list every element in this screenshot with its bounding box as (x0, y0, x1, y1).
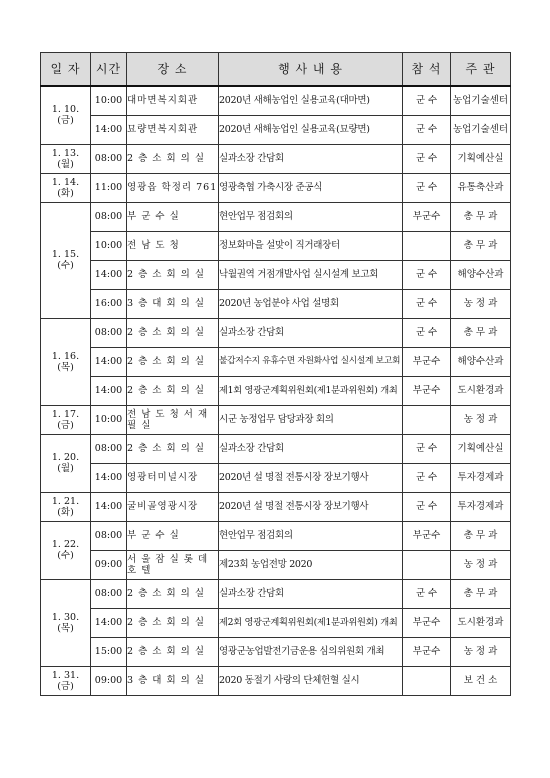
schedule-table (40, 52, 511, 696)
place-cell: 묘량면복지회관 (127, 115, 219, 144)
date-cell (41, 318, 91, 405)
event-cell: 시군 농정업무 담당과장 회의 (219, 405, 403, 434)
header-attend: 참 석 (403, 53, 451, 87)
host-cell: 유통축산과 (451, 173, 511, 202)
event-cell: 불갑저수지 유휴수면 자원화사업 실시설계 보고회 (219, 347, 403, 376)
attend-cell: 부군수 (403, 637, 451, 666)
weekday-text: (금) (57, 419, 74, 431)
attend-cell: 군 수 (403, 289, 451, 318)
weekday-text: (화) (57, 187, 74, 199)
weekday-text: (금) (57, 115, 74, 127)
place-cell: 전 남 도 청 (127, 231, 219, 260)
weekday-text: (화) (57, 506, 74, 518)
attend-cell: 부군수 (403, 347, 451, 376)
weekday-text: (수) (57, 260, 74, 271)
place-cell: 부 군 수 실 (127, 521, 219, 550)
time-cell: 14:00 (91, 463, 127, 492)
time-cell: 14:00 (91, 608, 127, 637)
place-cell: 2 층 소 회 의 실 (127, 347, 219, 376)
place-cell: 영광읍 학정리 761 (127, 173, 219, 202)
date-cell (41, 521, 91, 579)
place-cell: 전 남 도 청 서 재 필 실 (127, 405, 219, 434)
time-cell: 14:00 (91, 115, 127, 144)
host-cell: 총 무 과 (451, 202, 511, 231)
time-cell: 08:00 (91, 202, 127, 231)
attend-cell (403, 231, 451, 260)
header-place: 장 소 (127, 53, 219, 87)
place-cell: 2 층 소 회 의 실 (127, 637, 219, 666)
event-cell: 현안업무 점검회의 (219, 521, 403, 550)
time-cell: 08:00 (91, 434, 127, 463)
header-date: 일 자 (41, 53, 91, 87)
date-text: 1. 17. (51, 408, 80, 420)
place-cell: 2 층 소 회 의 실 (127, 376, 219, 405)
date-text: 1. 14. (51, 176, 80, 188)
time-cell: 10:00 (91, 86, 127, 115)
time-cell: 11:00 (91, 173, 127, 202)
time-cell: 14:00 (91, 376, 127, 405)
attend-cell: 군 수 (403, 86, 451, 115)
table-row (41, 434, 511, 463)
attend-cell: 군 수 (403, 579, 451, 608)
time-cell: 08:00 (91, 521, 127, 550)
time-cell: 15:00 (91, 637, 127, 666)
place-cell: 영광터미널시장 (127, 463, 219, 492)
date-text: 1. 16. (51, 350, 80, 362)
table-row (41, 260, 511, 289)
place-cell: 대마면복지회관 (127, 86, 219, 115)
header-host: 주 관 (451, 53, 511, 87)
table-row (41, 347, 511, 376)
place-cell: 2 층 소 회 의 실 (127, 434, 219, 463)
attend-cell: 군 수 (403, 144, 451, 173)
attend-cell: 군 수 (403, 115, 451, 144)
event-cell: 실과소장 간담회 (219, 144, 403, 173)
weekday-text: (목) (57, 622, 74, 634)
date-cell (41, 173, 91, 202)
place-cell: 부 군 수 실 (127, 202, 219, 231)
attend-cell (403, 550, 451, 579)
host-cell: 총 무 과 (451, 231, 511, 260)
place-cell: 2 층 소 회 의 실 (127, 260, 219, 289)
event-cell: 정보화마을 설맞이 직거래장터 (219, 231, 403, 260)
date-text: 1. 22. (51, 539, 80, 550)
attend-cell: 부군수 (403, 376, 451, 405)
place-cell: 2 층 소 회 의 실 (127, 608, 219, 637)
attend-cell: 군 수 (403, 434, 451, 463)
place-cell: 3 층 대 회 의 실 (127, 289, 219, 318)
date-text: 1. 15. (51, 249, 80, 260)
table-row (41, 666, 511, 695)
time-cell: 09:00 (91, 666, 127, 695)
place-cell: 2 층 소 회 의 실 (127, 144, 219, 173)
weekday-text: (목) (57, 361, 74, 373)
table-row (41, 289, 511, 318)
header-time: 시간 (91, 53, 127, 87)
host-cell: 농업기술센터 (451, 86, 511, 115)
host-cell: 총 무 과 (451, 318, 511, 347)
time-cell: 10:00 (91, 231, 127, 260)
host-cell: 총 무 과 (451, 521, 511, 550)
date-text: 1. 13. (51, 147, 80, 159)
attend-cell: 부군수 (403, 608, 451, 637)
event-cell: 낙월권역 거점개발사업 실시설계 보고회 (219, 260, 403, 289)
weekday-text: (월) (57, 463, 74, 474)
host-cell: 농 정 과 (451, 289, 511, 318)
table-row (41, 173, 511, 202)
event-cell: 영광군농업발전기금운용 심의위원회 개최 (219, 637, 403, 666)
table-row (41, 637, 511, 666)
header-event: 행 사 내 용 (219, 53, 403, 87)
time-cell: 08:00 (91, 318, 127, 347)
table-row (41, 492, 511, 521)
attend-cell: 군 수 (403, 463, 451, 492)
host-cell: 투자경제과 (451, 492, 511, 521)
date-text: 1. 21. (51, 495, 80, 507)
date-cell (41, 202, 91, 318)
host-cell: 투자경제과 (451, 463, 511, 492)
place-cell: 2 층 소 회 의 실 (127, 579, 219, 608)
table-row (41, 405, 511, 434)
event-cell: 현안업무 점검회의 (219, 202, 403, 231)
attend-cell: 부군수 (403, 521, 451, 550)
attend-cell (403, 666, 451, 695)
host-cell: 도시환경과 (451, 608, 511, 637)
host-cell: 총 무 과 (451, 579, 511, 608)
schedule-body (41, 86, 511, 695)
host-cell: 농 정 과 (451, 637, 511, 666)
table-row (41, 318, 511, 347)
date-text: 1. 30. (51, 611, 80, 623)
event-cell: 2020년 설 명절 전통시장 장보기행사 (219, 463, 403, 492)
table-row (41, 144, 511, 173)
attend-cell: 군 수 (403, 492, 451, 521)
header-row (41, 53, 511, 87)
event-cell: 실과소장 간담회 (219, 579, 403, 608)
event-cell: 영광축협 가축시장 준공식 (219, 173, 403, 202)
place-cell: 2 층 소 회 의 실 (127, 318, 219, 347)
table-row (41, 579, 511, 608)
date-text: 1. 10. (51, 104, 80, 116)
time-cell: 14:00 (91, 347, 127, 376)
time-cell: 09:00 (91, 550, 127, 579)
host-cell: 농업기술센터 (451, 115, 511, 144)
place-cell: 굴비골영광시장 (127, 492, 219, 521)
host-cell: 기획예산실 (451, 434, 511, 463)
weekday-text: (수) (57, 550, 74, 561)
table-row (41, 115, 511, 144)
date-cell (41, 666, 91, 695)
attend-cell (403, 405, 451, 434)
weekday-text: (금) (57, 680, 74, 692)
date-cell (41, 144, 91, 173)
place-cell: 3 층 대 회 의 실 (127, 666, 219, 695)
date-cell (41, 579, 91, 666)
event-cell: 2020 동절기 사랑의 단체헌혈 실시 (219, 666, 403, 695)
host-cell: 농 정 과 (451, 550, 511, 579)
table-row (41, 202, 511, 231)
event-cell: 2020년 새해농업인 실용교육(묘량면) (219, 115, 403, 144)
attend-cell: 부군수 (403, 202, 451, 231)
event-cell: 2020년 농업분야 사업 설명회 (219, 289, 403, 318)
host-cell: 보 건 소 (451, 666, 511, 695)
event-cell: 2020년 설 명절 전통시장 장보기행사 (219, 492, 403, 521)
attend-cell: 군 수 (403, 260, 451, 289)
date-cell (41, 434, 91, 492)
host-cell: 농 정 과 (451, 405, 511, 434)
event-cell: 2020년 새해농업인 실용교육(대마면) (219, 86, 403, 115)
time-cell: 14:00 (91, 260, 127, 289)
host-cell: 해양수산과 (451, 347, 511, 376)
table-row (41, 231, 511, 260)
attend-cell: 군 수 (403, 318, 451, 347)
time-cell: 08:00 (91, 144, 127, 173)
table-row (41, 463, 511, 492)
time-cell: 08:00 (91, 579, 127, 608)
host-cell: 도시환경과 (451, 376, 511, 405)
date-text: 1. 20. (51, 452, 80, 463)
place-cell: 서 울 잠 실 롯 데 호 텔 (127, 550, 219, 579)
weekday-text: (월) (57, 158, 74, 170)
event-cell: 제2회 영광군계획위원회(제1분과위원회) 개최 (219, 608, 403, 637)
date-cell (41, 86, 91, 144)
table-row (41, 376, 511, 405)
table-row (41, 550, 511, 579)
event-cell: 제23회 농업전망 2020 (219, 550, 403, 579)
date-cell (41, 405, 91, 434)
table-row (41, 521, 511, 550)
table-row (41, 86, 511, 115)
date-text: 1. 31. (51, 669, 80, 681)
host-cell: 해양수산과 (451, 260, 511, 289)
event-cell: 실과소장 간담회 (219, 434, 403, 463)
time-cell: 14:00 (91, 492, 127, 521)
event-cell: 제1회 영광군계획위원회(제1분과위원회) 개최 (219, 376, 403, 405)
event-cell: 실과소장 간담회 (219, 318, 403, 347)
table-row (41, 608, 511, 637)
date-cell (41, 492, 91, 521)
time-cell: 10:00 (91, 405, 127, 434)
host-cell: 기획예산실 (451, 144, 511, 173)
time-cell: 16:00 (91, 289, 127, 318)
attend-cell: 군 수 (403, 173, 451, 202)
